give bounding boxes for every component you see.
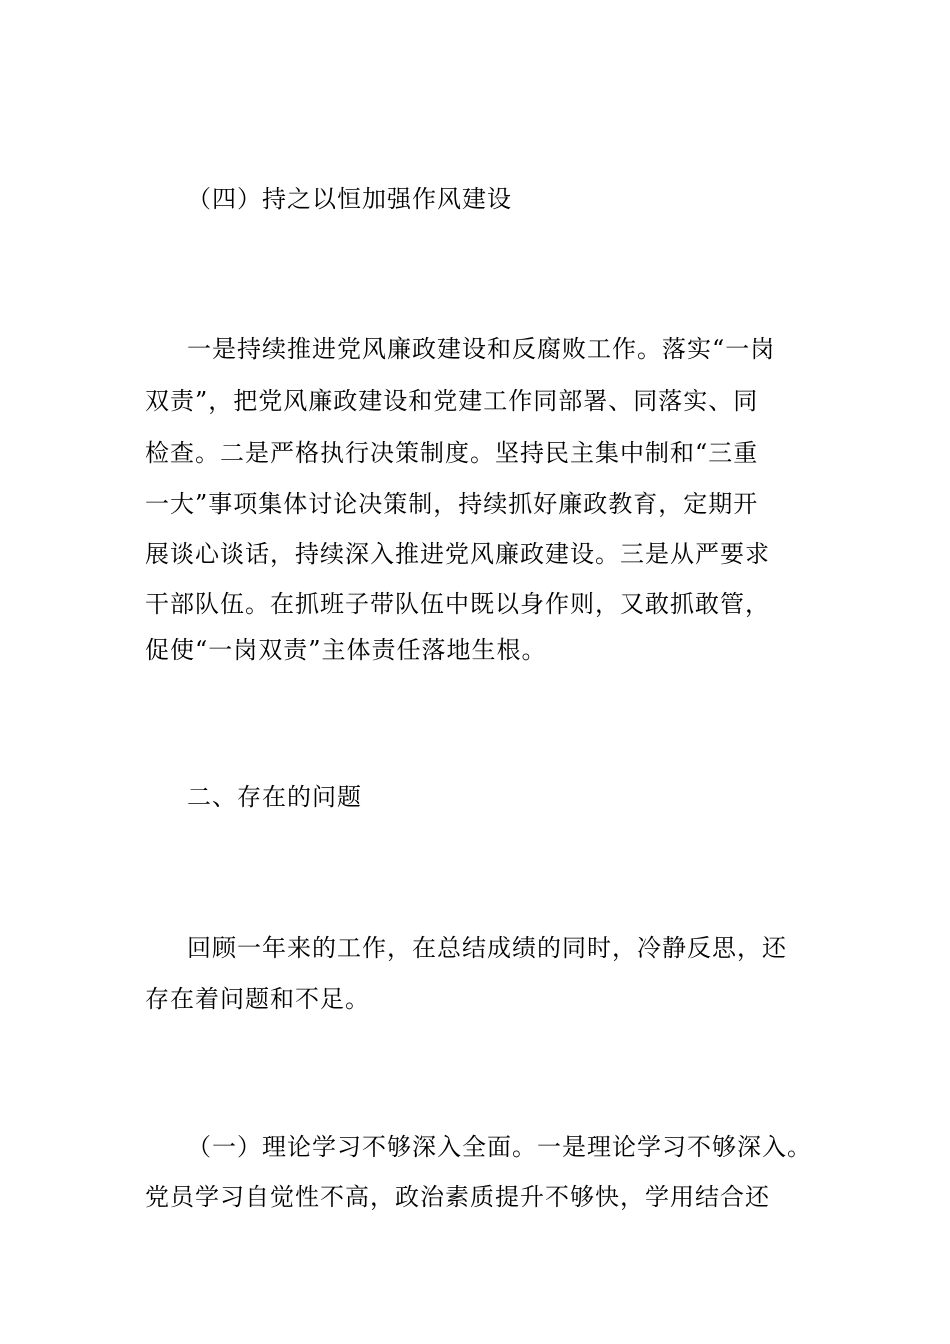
section-two-heading: 二、存在的问题 xyxy=(187,783,362,811)
paragraph-1-line-3: 检查。二是严格执行决策制度。坚持民主集中制和“三重 xyxy=(145,439,759,467)
paragraph-1-line-4: 一大”事项集体讨论决策制，持续抓好廉政教育，定期开 xyxy=(145,490,759,518)
paragraph-2-line-2: 存在着问题和不足。 xyxy=(145,985,370,1013)
paragraph-1-line-1: 一是持续推进党风廉政建设和反腐败工作。落实“一岗 xyxy=(187,335,776,363)
paragraph-2-line-1: 回顾一年来的工作，在总结成绩的同时，冷静反思，还 xyxy=(187,934,787,962)
paragraph-1-line-2: 双责”，把党风廉政建设和党建工作同部署、同落实、同 xyxy=(145,387,759,415)
paragraph-1-line-7: 促使“一岗双责”主体责任落地生根。 xyxy=(145,636,547,664)
paragraph-3-line-1: （一）理论学习不够深入全面。一是理论学习不够深入。 xyxy=(187,1133,812,1161)
paragraph-3-line-2: 党员学习自觉性不高，政治素质提升不够快，学用结合还 xyxy=(145,1183,770,1211)
paragraph-1-line-5: 展谈心谈话，持续深入推进党风廉政建设。三是从严要求 xyxy=(145,540,770,568)
section-four-heading: （四）持之以恒加强作风建设 xyxy=(187,185,512,213)
paragraph-1-line-6: 干部队伍。在抓班子带队伍中既以身作则，又敢抓敢管， xyxy=(145,590,770,618)
